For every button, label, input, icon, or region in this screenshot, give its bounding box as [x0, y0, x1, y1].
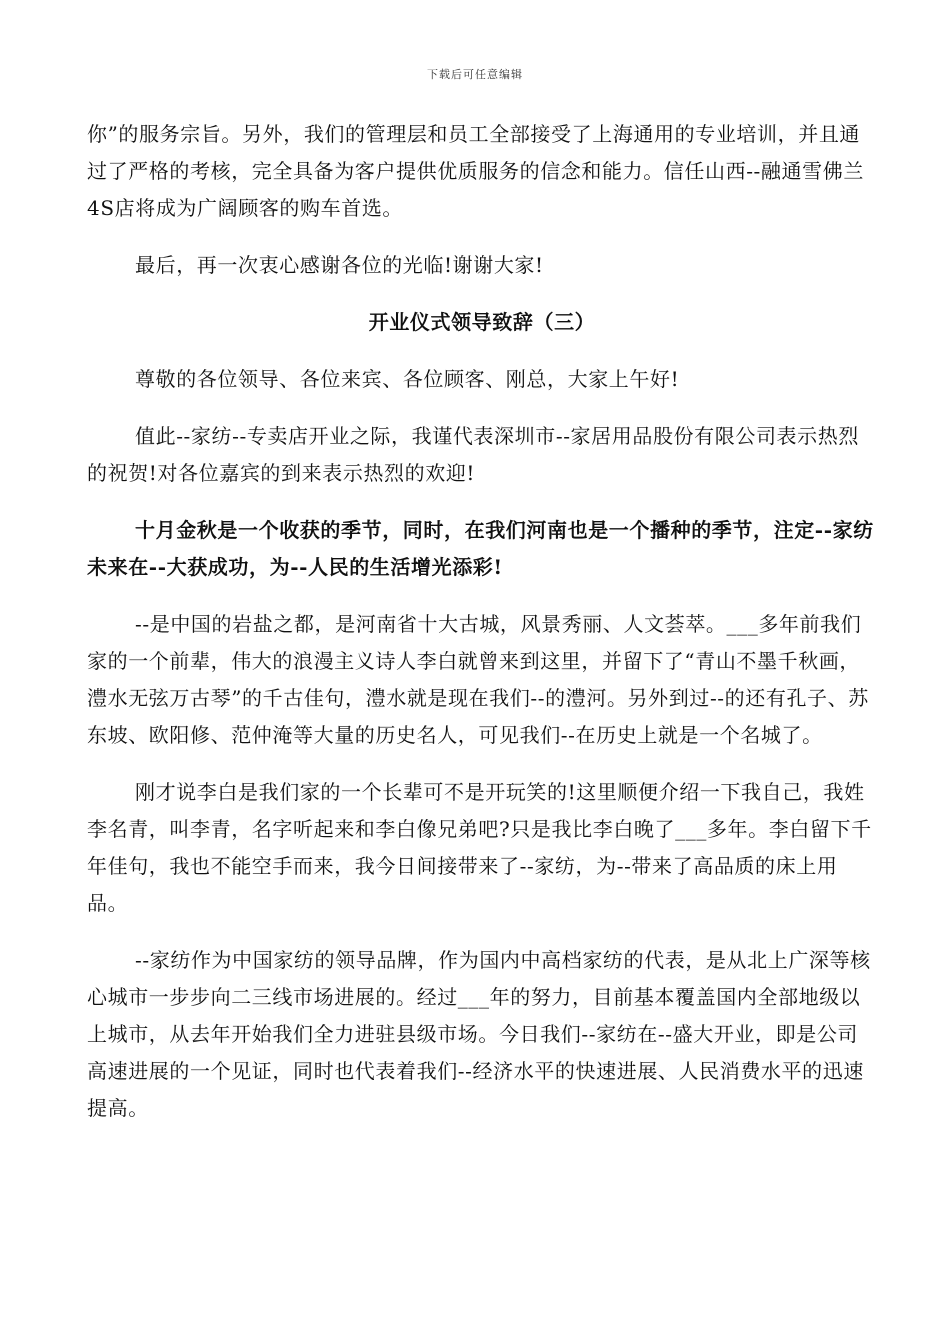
paragraph-greeting: 尊敬的各位领导、各位来宾、各位顾客、刚总，大家上午好!	[135, 367, 680, 391]
paragraph-bold-season: 十月金秋是一个收获的季节，同时，在我们河南也是一个播种的季节，注定--家纺未来在--大获成功，为--人民的生活增光添彩!	[87, 518, 874, 579]
paragraph-closing-thanks: 最后，再一次衷心感谢各位的光临!谢谢大家!	[135, 253, 544, 277]
paragraph-continuation: 你”的服务宗旨。另外，我们的管理层和员工全部接受了上海通用的专业培训，并且通过了严格的考核，完全具备为客户提供优质服务的信念和能力。信任山西--融通雪佛兰4S店将成为广阔顾客的购车首选。	[87, 122, 864, 220]
document-body	[87, 116, 877, 1147]
paragraph-brand: --家纺作为中国家纺的领导品牌，作为国内中高档家纺的代表，是从北上广深等核心城市一步步向二三线市场进展的。经过___年的努力，目前基本覆盖国内全部地级以上城市，从去年开始我们全力进驻县级市场。今日我们--家纺在--盛大开业，即是公司高速进展的一个见证，同时也代表着我们--经济水平的快速进展、人民消费水平的迅速提高。	[87, 948, 871, 1120]
paragraph-self-intro: 刚才说李白是我们家的一个长辈可不是开玩笑的!这里顺便介绍一下我自己，我姓李名青，叫李青，名字听起来和李白像兄弟吧?只是我比李白晚了___多年。李白留下千年佳句，我也不能空手而来，我今日间接带来了--家纺，为--带来了高品质的床上用品。	[87, 780, 872, 915]
page-header: 下载后可任意编辑	[427, 68, 523, 81]
paragraph-congratulations: 值此--家纺--专卖店开业之际，我谨代表深圳市--家居用品股份有限公司表示热烈的祝贺!对各位嘉宾的到来表示热烈的欢迎!	[87, 424, 859, 485]
section-title: 开业仪式领导致辞（三）	[368, 310, 596, 334]
paragraph-city-history: --是中国的岩盐之都，是河南省十大古城，风景秀丽、人文荟萃。___多年前我们家的一个前辈，伟大的浪漫主义诗人李白就曾来到这里，并留下了“青山不墨千秋画，澧水无弦万古琴”的千古佳句，澧水就是现在我们--的澧河。另外到过--的还有孔子、苏东坡、欧阳修、范仲淹等大量的历史名人，可见我们--在历史上就是一个名城了。	[87, 612, 869, 747]
